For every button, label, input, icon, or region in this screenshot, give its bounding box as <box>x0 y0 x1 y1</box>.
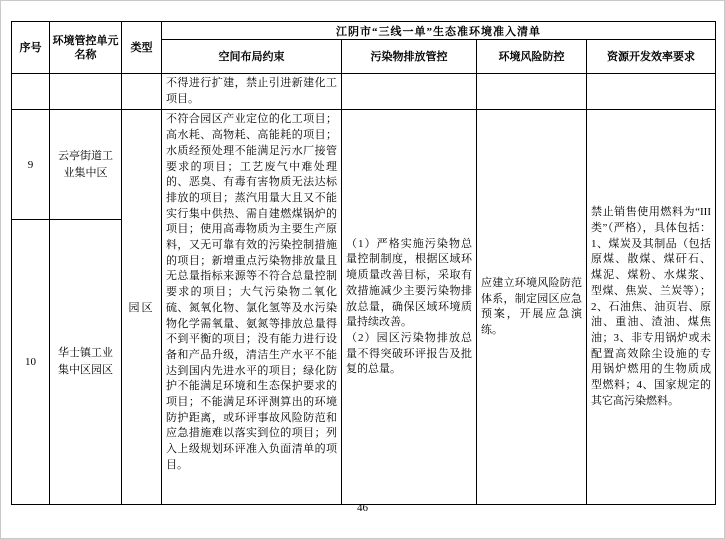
merged-pollutant-cell <box>342 110 477 505</box>
continuation-index-cell <box>12 74 50 110</box>
header-unit-name: 环境管控单元名称 <box>50 22 122 74</box>
pollutant-paragraph-1: （1）严格实施污染物总量控制制度，根据区域环境质量改善目标，采取有效措施减少主要污染物排放总量，确保区域环境质量持续改善。 <box>346 237 472 329</box>
title-row <box>12 22 716 40</box>
pollutant-paragraph-2: （2）园区污染物排放总量不得突破环评报告及批复的总量。 <box>346 331 472 376</box>
merged-resource-cell: 禁止销售使用燃料为“III类”（严格），具体包括：1、煤炭及其制品（包括原煤、散煤、煤矸石、煤泥、煤粉、水煤浆、型煤、焦炭、兰炭等）；2、石油焦、油页岩、原油、重油、渣油、煤焦油；3、非专用锅炉或未配置高效除尘设施的专用锅炉燃用的生物质成型燃料；4、国家规定的其它高污染燃料。 <box>587 110 716 505</box>
continuation-pollutant-cell <box>342 74 477 110</box>
row-9-unit-name: 云亭街道工业集中区 <box>50 110 122 220</box>
row-10-index: 10 <box>12 220 50 505</box>
continuation-name-cell <box>50 74 122 110</box>
row-9-index: 9 <box>12 110 50 220</box>
page-number: 46 <box>357 502 368 514</box>
continuation-row <box>12 74 716 110</box>
header-resource-efficiency: 资源开发效率要求 <box>587 40 716 74</box>
access-list-table <box>11 21 716 505</box>
header-pollutant-control: 污染物排放管控 <box>342 40 477 74</box>
header-type: 类型 <box>122 22 162 74</box>
merged-type-cell: 园区 <box>122 110 162 505</box>
header-spatial-constraints: 空间布局约束 <box>162 40 342 74</box>
header-index: 序号 <box>12 22 50 74</box>
row-10-unit-name: 华士镇工业集中区园区 <box>50 220 122 505</box>
table-title: 江阴市“三线一单”生态准环境准入清单 <box>162 22 716 40</box>
continuation-spatial-cell: 不得进行扩建，禁止引进新建化工项目。 <box>162 74 342 110</box>
continuation-type-cell <box>122 74 162 110</box>
merged-spatial-cell: 不符合园区产业定位的化工项目；高水耗、高物耗、高能耗的项目；水质经预处理不能满足污水厂接管要求的项目；工艺废气中难处理的、恶臭、有毒有害物质无法达标排放的项目；蒸汽用量大且又不能实行集中供热、需自建燃煤锅炉的项目；使用高毒物质为主要生产原料，又无可靠有效的污染控制措施的项目；新增重点污染物排放量且无总量指标来源等不符合总量控制要求的项目；大气污染物二氧化硫、氮氧化物、氯化氢等及水污染物化学需氧量、氨氮等排放总量得不到平衡的项目；没有能力进行设备和产品升级，清洁生产水平不能达到国内先进水平的项目；绿化防护不能满足环境和生态保护要求的项目；不能满足环评测算出的环境防护距离，或环评事故风险防范和应急措施难以落实到位的项目；列入上级规划环评准入负面清单的项目。 <box>162 110 342 505</box>
merged-risk-cell: 应建立环境风险防范体系，制定园区应急预案，开展应急演练。 <box>477 110 587 505</box>
continuation-resource-cell <box>587 74 716 110</box>
continuation-risk-cell <box>477 74 587 110</box>
header-risk-prevention: 环境风险防控 <box>477 40 587 74</box>
table-row-9 <box>12 110 716 220</box>
